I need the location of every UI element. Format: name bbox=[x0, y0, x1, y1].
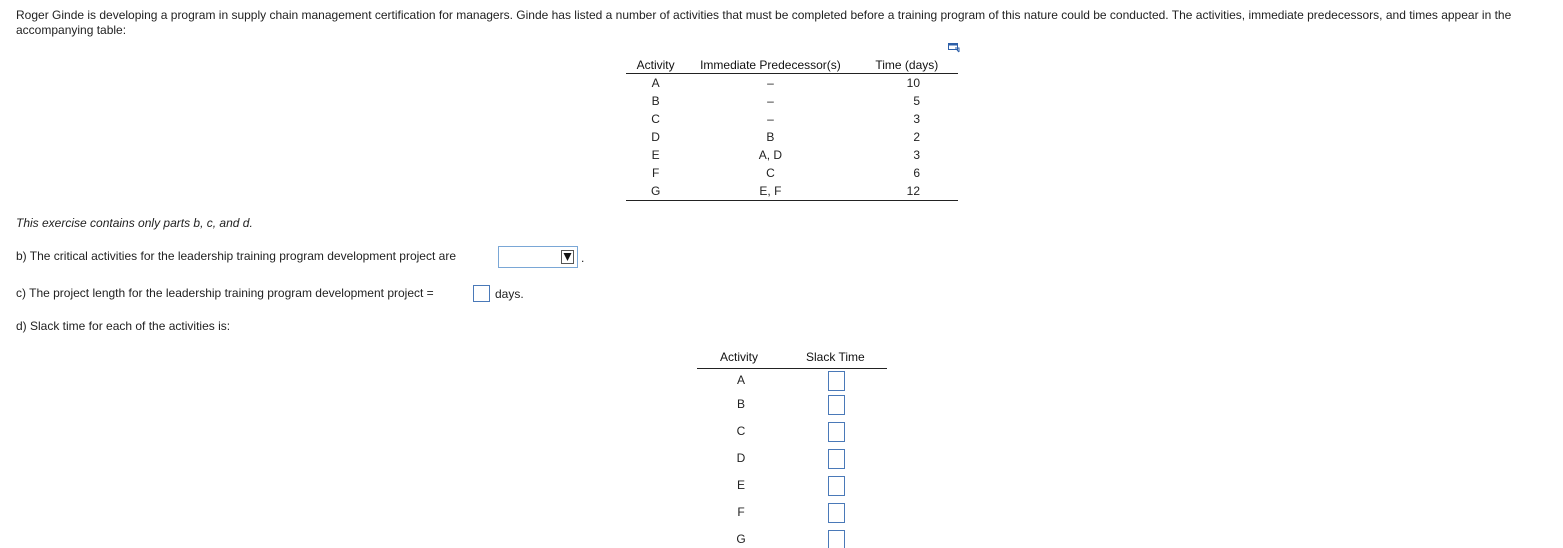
slack-input-f[interactable] bbox=[828, 503, 845, 523]
cell-time: 3 bbox=[913, 112, 920, 126]
activity-table-header bbox=[626, 56, 958, 74]
table-row bbox=[626, 164, 958, 182]
cell-predecessor: E, F bbox=[685, 182, 855, 201]
part-b-period: . bbox=[581, 251, 585, 265]
cell-activity: E bbox=[651, 148, 660, 162]
slack-activity-label: B bbox=[736, 397, 745, 411]
part-b-text: b) The critical activities for the leadership training program development project are bbox=[16, 249, 456, 263]
header-predecessor: Immediate Predecessor(s) bbox=[685, 56, 855, 74]
days-unit-label: days. bbox=[495, 287, 524, 301]
table-row bbox=[626, 110, 958, 128]
cell-activity: B bbox=[651, 94, 660, 108]
table-row bbox=[626, 128, 958, 146]
slack-header-slack: Slack Time bbox=[806, 350, 865, 364]
cell-predecessor: – bbox=[767, 94, 774, 108]
copy-table-icon[interactable] bbox=[948, 42, 960, 54]
table-row bbox=[626, 92, 958, 110]
cell-time: 3 bbox=[913, 148, 920, 162]
exercise-note: This exercise contains only parts b, c, and d. bbox=[16, 216, 253, 230]
slack-activity-label: E bbox=[736, 478, 745, 492]
cell-activity: C bbox=[651, 112, 660, 126]
slack-row-b bbox=[697, 393, 887, 419]
slack-activity-label: G bbox=[736, 532, 746, 546]
cell-predecessor: A, D bbox=[758, 148, 783, 162]
slack-activity-label: F bbox=[737, 505, 745, 519]
header-activity: Activity bbox=[626, 56, 685, 74]
slack-activity-label: C bbox=[736, 424, 746, 438]
table-row bbox=[626, 146, 958, 164]
cell-time: 6 bbox=[913, 166, 920, 180]
cell-predecessor: – bbox=[767, 76, 774, 90]
cell-time: 5 bbox=[913, 94, 920, 108]
slack-row-c bbox=[697, 420, 887, 446]
triangle-down-icon[interactable] bbox=[561, 250, 574, 264]
part-c-text: c) The project length for the leadership training program development project = bbox=[16, 286, 434, 300]
slack-row-d bbox=[697, 447, 887, 473]
slack-row-g bbox=[697, 528, 887, 548]
activity-table bbox=[626, 56, 958, 201]
cell-predecessor: C bbox=[766, 166, 775, 180]
slack-input-d[interactable] bbox=[828, 449, 845, 469]
slack-input-g[interactable] bbox=[828, 530, 845, 548]
slack-activity-label: A bbox=[736, 373, 745, 387]
slack-input-e[interactable] bbox=[828, 476, 845, 496]
part-d-text: d) Slack time for each of the activities is: bbox=[16, 319, 231, 333]
table-row bbox=[626, 74, 958, 93]
critical-activities-dropdown[interactable] bbox=[498, 246, 578, 268]
problem-intro: Roger Ginde is developing a program in supply chain management certification for managers. Ginde has listed a number of activities that must be completed before a training program of this nature could be conducted. The activities, immediate predecessors, and times appear in the accompanying table: bbox=[16, 8, 1512, 37]
slack-activity-label: D bbox=[736, 451, 746, 465]
cell-time: 12 bbox=[856, 182, 958, 201]
cell-activity: F bbox=[651, 166, 660, 180]
slack-input-c[interactable] bbox=[828, 422, 845, 442]
slack-table-header bbox=[697, 348, 887, 369]
cell-predecessor: – bbox=[767, 112, 774, 126]
slack-header-activity: Activity bbox=[720, 350, 759, 364]
cell-activity: A bbox=[651, 76, 660, 90]
slack-row-a bbox=[697, 369, 887, 395]
header-time: Time (days) bbox=[856, 56, 958, 74]
table-row bbox=[626, 182, 958, 201]
project-length-input[interactable] bbox=[473, 285, 490, 302]
slack-row-e bbox=[697, 474, 887, 500]
slack-input-b[interactable] bbox=[828, 395, 845, 415]
cell-activity: D bbox=[651, 130, 660, 144]
cell-predecessor: B bbox=[766, 130, 775, 144]
cell-time: 2 bbox=[913, 130, 920, 144]
cell-activity: G bbox=[626, 182, 685, 201]
slack-row-f bbox=[697, 501, 887, 527]
slack-input-a[interactable] bbox=[828, 371, 845, 391]
cell-time: 10 bbox=[906, 76, 920, 90]
